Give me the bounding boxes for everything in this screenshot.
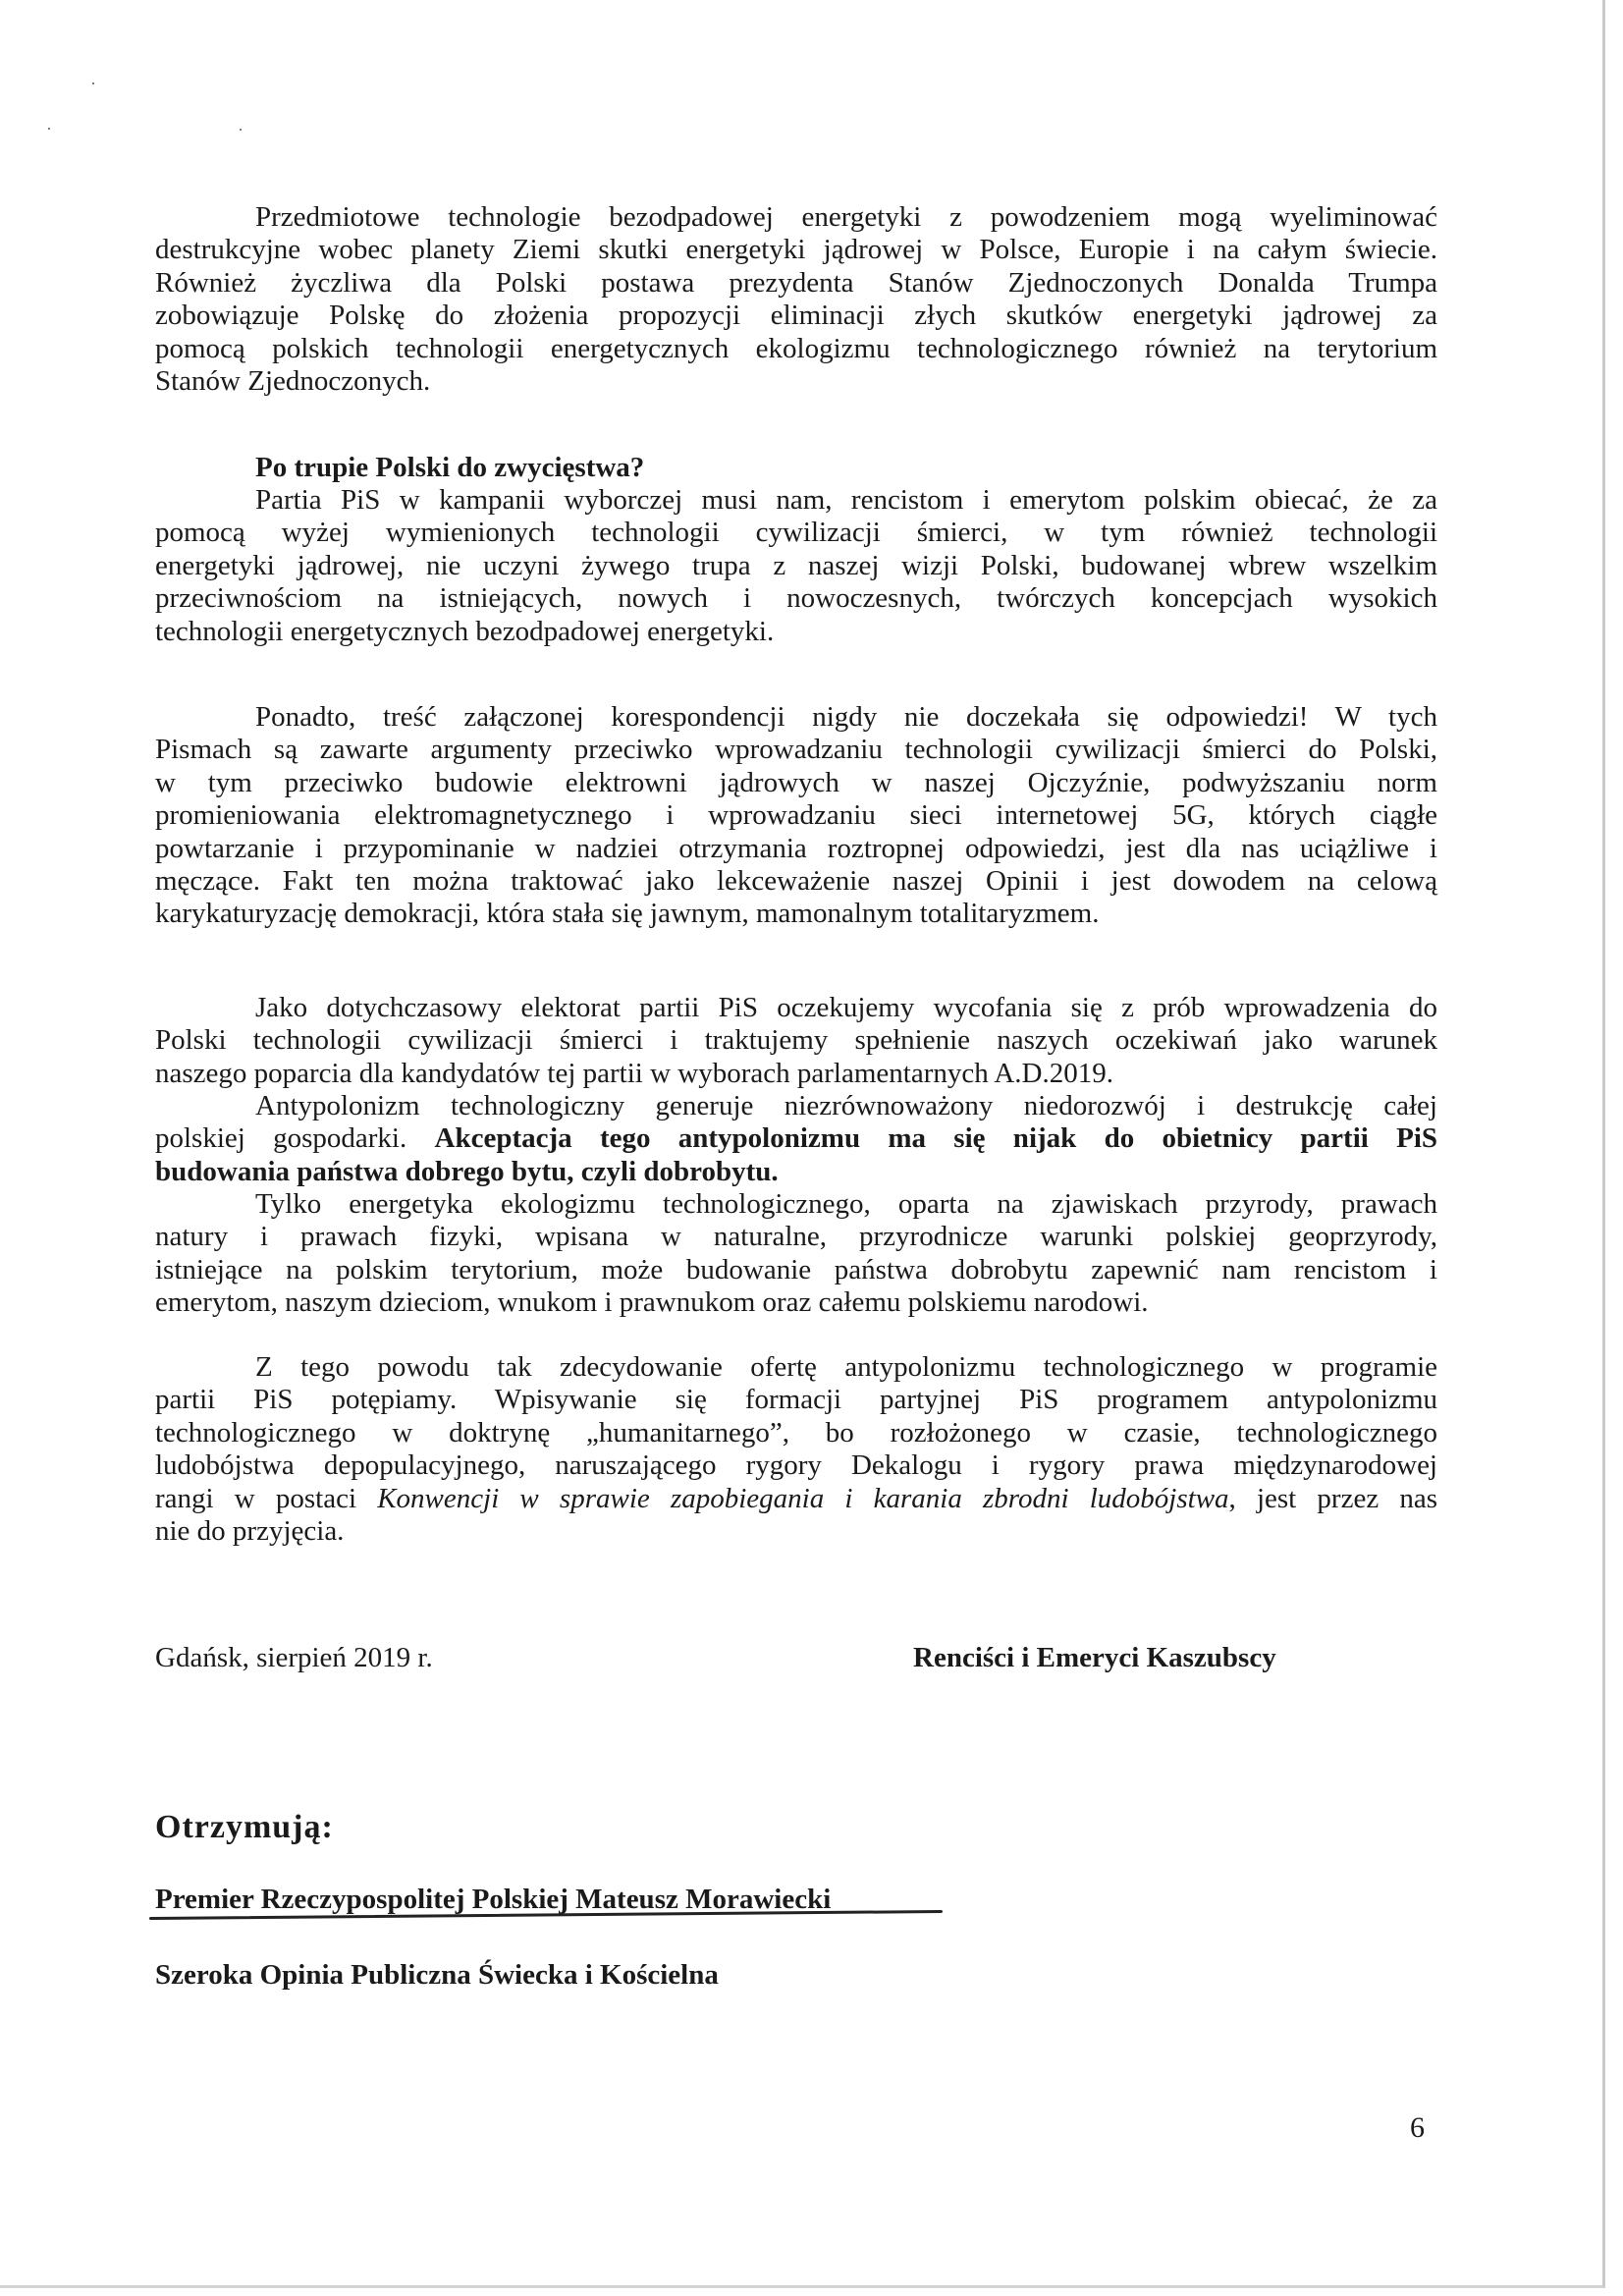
text-line	[155, 1122, 1437, 1155]
text-line: Jako dotychczasowy elektorat partii PiS oczekujemy wycofania się z prób wprowadzenia do	[255, 992, 1437, 1023]
text-line: Z tego powodu tak zdecydowanie ofertę antypolonizmu technologicznego w programie	[255, 1351, 1437, 1383]
text-line: promieniowania elektromagnetycznego i wprowadzaniu sieci internetowej 5G, których ciągłe	[155, 799, 1437, 832]
text-line: budowania państwa dobrego bytu, czyli dobrobytu.	[155, 1155, 779, 1187]
text-line: Antypolonizm technologiczny generuje niezrównoważony niedorozwój i destrukcję całej	[255, 1090, 1437, 1121]
text-line: Stanów Zjednoczonych.	[155, 364, 431, 397]
paragraph-6	[155, 1188, 1437, 1320]
paragraph-3	[155, 701, 1437, 931]
text-line: karykaturyzację demokracji, która stała się jawnym, mamonalnym totalitaryzmem.	[155, 898, 1100, 930]
page-number: 6	[1410, 2111, 1425, 2144]
text-line: Pismach są zawarte argumenty przeciwko wprowadzaniu technologii cywilizacji śmierci do Polski,	[155, 734, 1437, 766]
text-line: powtarzanie i przypominanie w nadziei otrzymania roztropnej odpowiedzi, jest dla nas uciążliwe i	[155, 832, 1437, 864]
text-plain: polskiej gospodarki.	[155, 1122, 435, 1155]
recipient: Szeroka Opinia Publiczna Świecka i Kościelna	[155, 1959, 719, 1991]
text-line: Tylko energetyka ekologizmu technologicznego, oparta na zjawiskach przyrody, prawach	[255, 1188, 1437, 1220]
scan-speck	[48, 128, 50, 130]
scan-speck	[92, 82, 94, 84]
text-line: emerytom, naszym dzieciom, wnukom i prawnukom oraz całemu polskiemu narodowi.	[155, 1286, 1149, 1319]
text-plain: rangi w postaci	[155, 1482, 378, 1514]
text-line: zobowiązuje Polskę do złożenia propozycji eliminacji złych skutków energetyki jądrowej za	[155, 300, 1437, 332]
text-line: technologii energetycznych bezodpadowej energetyki.	[155, 615, 775, 647]
text-line: Przedmiotowe technologie bezodpadowej energetyki z powodzeniem mogą wyeliminować	[255, 201, 1437, 233]
section-heading: Po trupie Polski do zwycięstwa?	[255, 452, 645, 483]
recipients-title: Otrzymują:	[155, 1809, 334, 1845]
text-line: istniejące na polskim terytorium, może budowanie państwa dobrobytu zapewnić nam rencistom i	[155, 1253, 1437, 1285]
place-date: Gdańsk, sierpień 2019 r.	[155, 1642, 433, 1673]
paragraph-4	[155, 992, 1437, 1090]
text-line: nie do przyjęcia.	[155, 1514, 345, 1547]
text-line: destrukcyjne wobec planety Ziemi skutki energetyki jądrowej w Polsce, Europie i na całym świecie.	[155, 234, 1437, 266]
text-line: naszego poparcia dla kandydatów tej partii w wyborach parlamentarnych A.D.2019.	[155, 1057, 1114, 1089]
text-line: przeciwnościom na istniejących, nowych i nowoczesnych, twórczych koncepcjach wysokich	[155, 582, 1437, 615]
text-line: Ponadto, treść załączonej korespondencji nigdy nie doczekała się odpowiedzi! W tych	[255, 701, 1437, 733]
paragraph-5	[155, 1090, 1437, 1188]
text-line: Również życzliwa dla Polski postawa prezydenta Stanów Zjednoczonych Donalda Trumpa	[155, 266, 1437, 299]
text-line: natury i prawach fizyki, wpisana w naturalne, przyrodnicze warunki polskiej geoprzyrody,	[155, 1221, 1437, 1253]
text-line: Polski technologii cywilizacji śmierci i traktujemy spełnienie naszych oczekiwań jako warunek	[155, 1024, 1437, 1057]
text-line: męczące. Fakt ten można traktować jako lekceważenie naszej Opinii i jest dowodem na celową	[155, 864, 1437, 897]
paragraph-1	[155, 201, 1437, 398]
scan-speck	[240, 129, 242, 131]
paragraph-2	[155, 484, 1437, 648]
recipient: Premier Rzeczypospolitej Polskiej Mateusz Morawiecki	[155, 1884, 832, 1915]
text-line: technologicznego w doktrynę „humanitarnego”, bo rozłożonego w czasie, technologicznego	[155, 1416, 1437, 1449]
paragraph-7	[155, 1351, 1437, 1548]
text-line: pomocą polskich technologii energetycznych ekologizmu technologicznego również na terytorium	[155, 332, 1437, 364]
text-line	[155, 1483, 1437, 1515]
text-line: ludobójstwa depopulacyjnego, naruszającego rygory Dekalogu i rygory prawa międzynarodowej	[155, 1449, 1437, 1482]
text-line: pomocą wyżej wymienionych technologii cywilizacji śmierci, w tym również technologii	[155, 517, 1437, 549]
text-line: energetyki jądrowej, nie uczyni żywego trupa z naszej wizji Polski, budowanej wbrew wszelkim	[155, 549, 1437, 581]
text-bold-emphasis: Akceptacja tego antypolonizmu ma się nijak do obietnicy partii PiS	[434, 1122, 1437, 1155]
text-plain: , jest przez nas	[1228, 1482, 1438, 1514]
convention-title: Konwencji w sprawie zapobiegania i karania zbrodni ludobójstwa	[377, 1482, 1229, 1514]
text-line: partii PiS potępiamy. Wpisywanie się formacji partyjnej PiS programem antypolonizmu	[155, 1384, 1437, 1416]
signature: Renciści i Emeryci Kaszubscy	[913, 1642, 1276, 1673]
text-line: Partia PiS w kampanii wyborczej musi nam, rencistom i emerytom polskim obiecać, że za	[255, 484, 1437, 516]
text-line: w tym przeciwko budowie elektrowni jądrowych w naszej Ojczyźnie, podwyższaniu norm	[155, 766, 1437, 798]
